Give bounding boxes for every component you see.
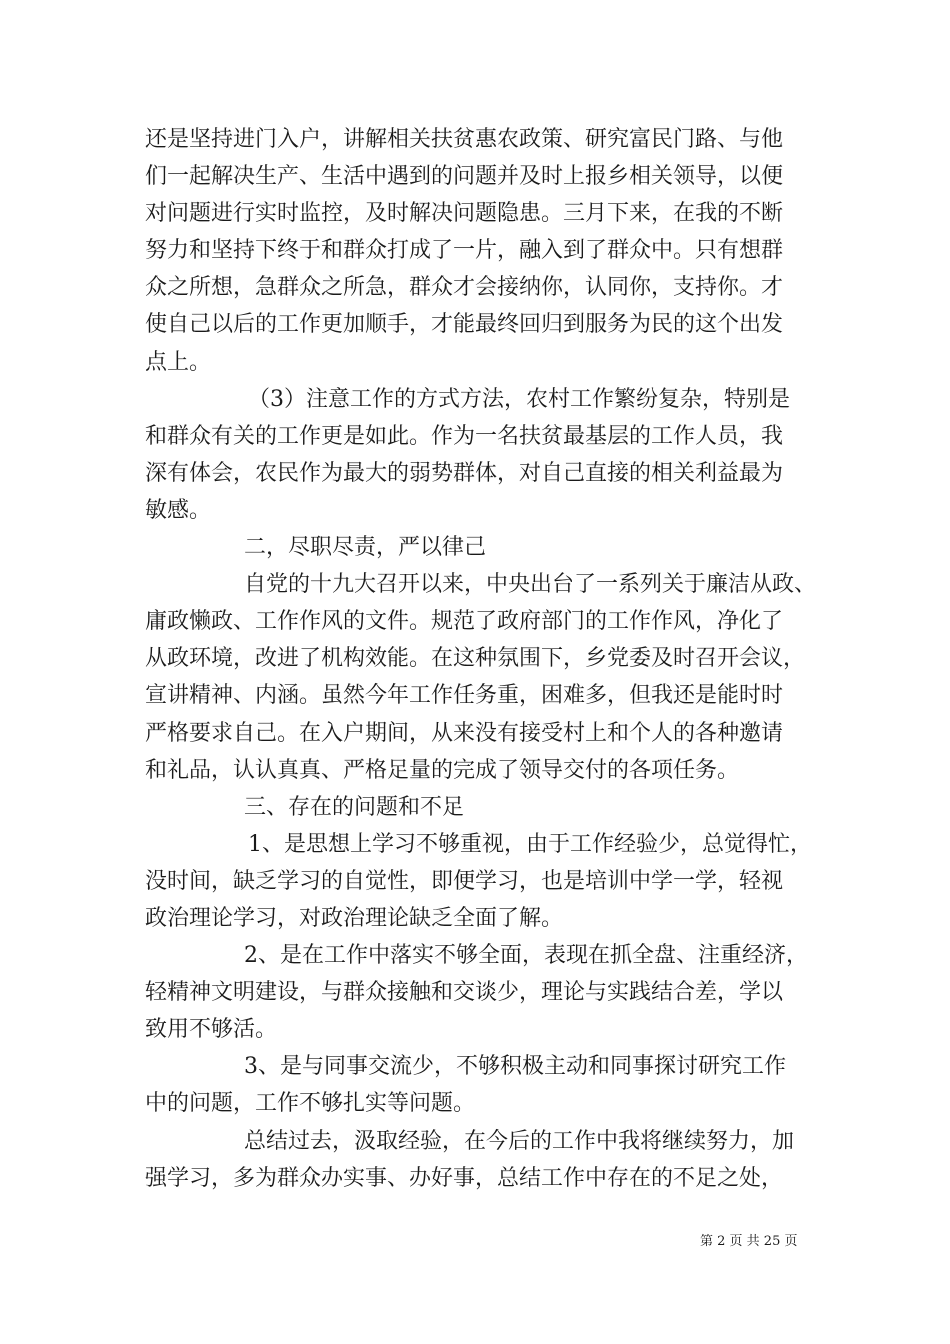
- text-line: （3）注意工作的方式方法，农村工作繁纷复杂，特别是: [248, 386, 790, 412]
- text-line: 努力和坚持下终于和群众打成了一片，融入到了群众中。只有想群: [145, 238, 784, 264]
- text-line: 点上。: [145, 349, 212, 375]
- text-line: 敏感。: [145, 497, 212, 523]
- text-line: 轻精神文明建设，与群众接触和交谈少，理论与实践结合差，学以: [145, 980, 784, 1006]
- text-line: 宣讲精神、内涵。虽然今年工作任务重，困难多，但我还是能时时: [145, 683, 784, 709]
- document-body: [145, 121, 817, 1197]
- text-line: 还是坚持进门入户，讲解相关扶贫惠农政策、研究富民门路、与他: [145, 127, 784, 152]
- text-line: 从政环境，改进了机构效能。在这种氛围下，乡党委及时召开会议，: [145, 646, 806, 672]
- text-line: 和群众有关的工作更是如此。作为一名扶贫最基层的工作人员，我: [145, 423, 784, 449]
- text-line: 1、是思想上学习不够重视，由于工作经验少，总觉得忙，: [248, 831, 812, 857]
- text-line: 中的问题，工作不够扎实等问题。: [145, 1091, 476, 1117]
- text-line: 自党的十九大召开以来，中央出台了一系列关于廉洁从政、: [244, 572, 817, 598]
- text-line: 对问题进行实时监控，及时解决问题隐患。三月下来，在我的不断: [145, 201, 784, 227]
- text-line: 庸政懒政、工作作风的文件。规范了政府部门的工作作风，净化了: [145, 609, 784, 635]
- text-line: 和礼品，认认真真、严格足量的完成了领导交付的各项任务。: [145, 757, 740, 783]
- text-line: 3、是与同事交流少，不够积极主动和同事探讨研究工作: [244, 1054, 786, 1080]
- text-line: 严格要求自己。在入户期间，从来没有接受村上和个人的各种邀请: [145, 720, 784, 746]
- text-line: 三、存在的问题和不足: [244, 794, 465, 820]
- text-line: 政治理论学习，对政治理论缺乏全面了解。: [145, 905, 564, 931]
- text-line: 总结过去，汲取经验，在今后的工作中我将继续努力，加: [244, 1128, 795, 1154]
- text-line: 二，尽职尽责，严以律己: [244, 535, 487, 561]
- text-line: 强学习，多为群众办实事、办好事，总结工作中存在的不足之处，: [145, 1165, 784, 1191]
- text-line: 众之所想，急群众之所急，群众才会接纳你，认同你，支持你。才: [145, 275, 784, 301]
- text-line: 致用不够活。: [145, 1017, 278, 1043]
- text-line: 们一起解决生产、生活中遇到的问题并及时上报乡相关领导，以便: [145, 164, 784, 190]
- page-number: 第 2 页 共 25 页: [700, 1234, 798, 1249]
- text-line: 没时间，缺乏学习的自觉性，即便学习，也是培训中学一学，轻视: [145, 868, 784, 894]
- text-line: 深有体会，农民作为最大的弱势群体，对自己直接的相关利益最为: [145, 460, 784, 486]
- text-line: 2、是在工作中落实不够全面，表现在抓全盘、注重经济，: [244, 943, 808, 969]
- text-line: 使自己以后的工作更加顺手，才能最终回归到服务为民的这个出发: [145, 312, 784, 338]
